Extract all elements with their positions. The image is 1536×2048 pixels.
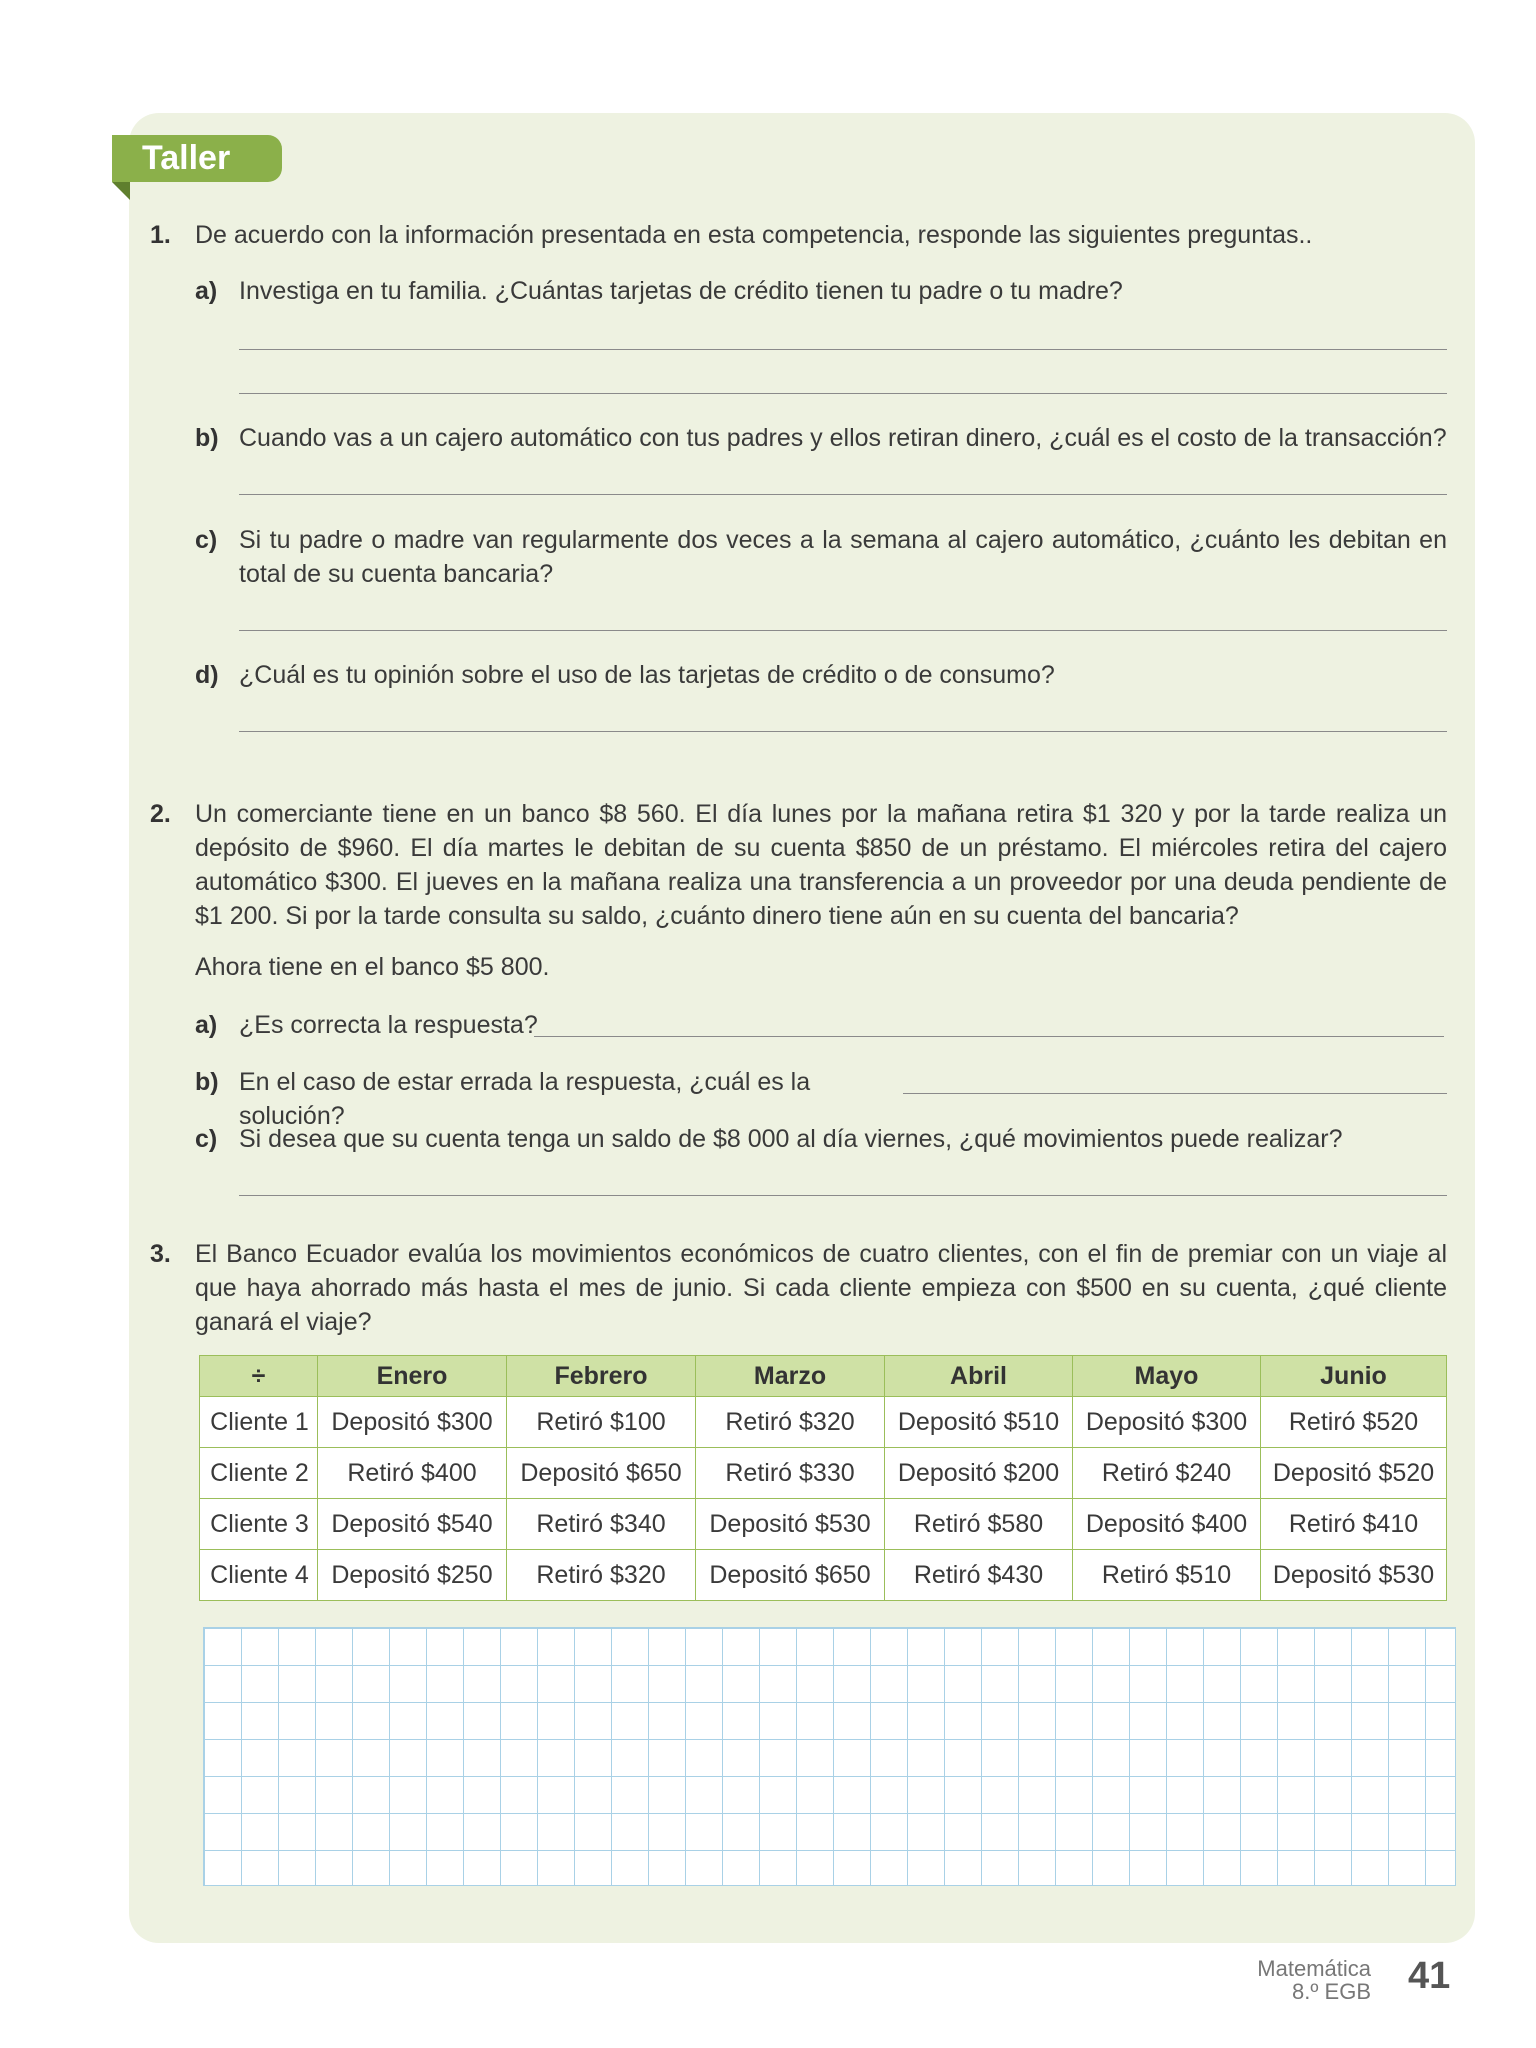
table-row — [200, 1397, 1447, 1448]
q2-number: 2. — [150, 800, 171, 828]
table-header: Enero — [318, 1356, 507, 1397]
table-cell: Cliente 1 — [200, 1397, 318, 1448]
section-tab: Taller — [112, 135, 282, 182]
answer-line[interactable] — [239, 630, 1447, 631]
table-header: ÷ — [200, 1356, 318, 1397]
table-cell: Depositó $530 — [696, 1499, 885, 1550]
table-cell: Depositó $300 — [1073, 1397, 1261, 1448]
footer-grade: 8.º EGB — [1292, 1979, 1371, 2004]
table-cell: Retiró $400 — [318, 1448, 507, 1499]
table-row — [200, 1448, 1447, 1499]
tab-fold — [112, 182, 130, 200]
answer-line[interactable] — [239, 349, 1447, 350]
table-cell: Depositó $200 — [885, 1448, 1073, 1499]
table-cell: Depositó $530 — [1261, 1550, 1447, 1601]
table-row — [200, 1550, 1447, 1601]
q1b-label: b) — [195, 424, 219, 452]
q2a-text: ¿Es correcta la respuesta? — [239, 1011, 538, 1039]
table-cell: Retiró $340 — [507, 1499, 696, 1550]
answer-line[interactable] — [239, 1195, 1447, 1196]
q2-answer: Ahora tiene en el banco $5 800. — [195, 953, 550, 981]
table-cell: Depositó $510 — [885, 1397, 1073, 1448]
q1d-text: ¿Cuál es tu opinión sobre el uso de las tarjetas de crédito o de consumo? — [239, 661, 1055, 689]
q1b-text: Cuando vas a un cajero automático con tus padres y ellos retiran dinero, ¿cuál es el costo de la transacción? — [239, 424, 1447, 452]
q3-number: 3. — [150, 1240, 171, 1268]
table-cell: Retiró $510 — [1073, 1550, 1261, 1601]
table-cell: Depositó $650 — [507, 1448, 696, 1499]
answer-line[interactable] — [239, 494, 1447, 495]
footer-subject-name: Matemática — [1257, 1956, 1371, 1981]
table-cell: Cliente 2 — [200, 1448, 318, 1499]
q1c-text: Si tu padre o madre van regularmente dos veces a la semana al cajero automático, ¿cuánto les debitan en total de su cuenta bancaria? — [239, 526, 1447, 588]
table-row — [200, 1499, 1447, 1550]
table-cell: Depositó $540 — [318, 1499, 507, 1550]
page-number: 41 — [1408, 1955, 1451, 1997]
table-cell: Retiró $320 — [507, 1550, 696, 1601]
q1a-text: Investiga en tu familia. ¿Cuántas tarjetas de crédito tienen tu padre o tu madre? — [239, 277, 1123, 305]
q1c-label: c) — [195, 526, 218, 554]
q2c-label: c) — [195, 1125, 218, 1153]
answer-line[interactable] — [239, 393, 1447, 394]
table-header: Marzo — [696, 1356, 885, 1397]
table-cell: Retiró $410 — [1261, 1499, 1447, 1550]
q2-text: Un comerciante tiene en un banco $8 560. El día lunes por la mañana retira $1 320 y por la tarde realiza un depósito de $960. El día martes le debitan de su cuenta $850 de un préstamo. El miércoles retira del cajero automático $300. El jueves en la mañana realiza una transferencia a un proveedor por una deuda pendiente de $1 200. Si por la tarde consulta su saldo, ¿cuánto dinero tiene aún en su cuenta del bancaria? — [195, 800, 1447, 930]
table-cell: Retiró $240 — [1073, 1448, 1261, 1499]
table-cell: Retiró $580 — [885, 1499, 1073, 1550]
answer-line[interactable] — [903, 1093, 1447, 1094]
table-cell: Depositó $650 — [696, 1550, 885, 1601]
q1a-label: a) — [195, 277, 218, 305]
q2c-text: Si desea que su cuenta tenga un saldo de $8 000 al día viernes, ¿qué movimientos puede realizar? — [239, 1125, 1343, 1153]
q2b-text: En el caso de estar errada la respuesta, ¿cuál es la solución? — [239, 1068, 811, 1130]
q1d-label: d) — [195, 661, 219, 689]
table-cell: Cliente 3 — [200, 1499, 318, 1550]
table-cell: Depositó $300 — [318, 1397, 507, 1448]
table-cell: Retiró $320 — [696, 1397, 885, 1448]
table-cell: Cliente 4 — [200, 1550, 318, 1601]
q2a-label: a) — [195, 1011, 218, 1039]
table-header-row — [200, 1356, 1447, 1397]
table-cell: Retiró $430 — [885, 1550, 1073, 1601]
q2b-label: b) — [195, 1068, 219, 1096]
table-header: Febrero — [507, 1356, 696, 1397]
table-header: Abril — [885, 1356, 1073, 1397]
table-header: Junio — [1261, 1356, 1447, 1397]
table-cell: Depositó $250 — [318, 1550, 507, 1601]
q1-text: De acuerdo con la información presentada en esta competencia, responde las siguientes preguntas.. — [195, 221, 1313, 249]
table-cell: Retiró $330 — [696, 1448, 885, 1499]
table-cell: Depositó $520 — [1261, 1448, 1447, 1499]
q1-number: 1. — [150, 221, 171, 249]
answer-line[interactable] — [534, 1036, 1444, 1037]
answer-line[interactable] — [239, 731, 1447, 732]
graph-paper-workspace[interactable] — [203, 1627, 1456, 1886]
clients-table — [199, 1355, 1447, 1601]
table-cell: Retiró $100 — [507, 1397, 696, 1448]
table-header: Mayo — [1073, 1356, 1261, 1397]
table-cell: Retiró $520 — [1261, 1397, 1447, 1448]
table-cell: Depositó $400 — [1073, 1499, 1261, 1550]
footer-subject — [1257, 1957, 1371, 2003]
q3-text: El Banco Ecuador evalúa los movimientos económicos de cuatro clientes, con el fin de premiar con un viaje al que haya ahorrado más hasta el mes de junio. Si cada cliente empieza con $500 en su cuenta, ¿qué cliente ganará el viaje? — [195, 1240, 1447, 1336]
